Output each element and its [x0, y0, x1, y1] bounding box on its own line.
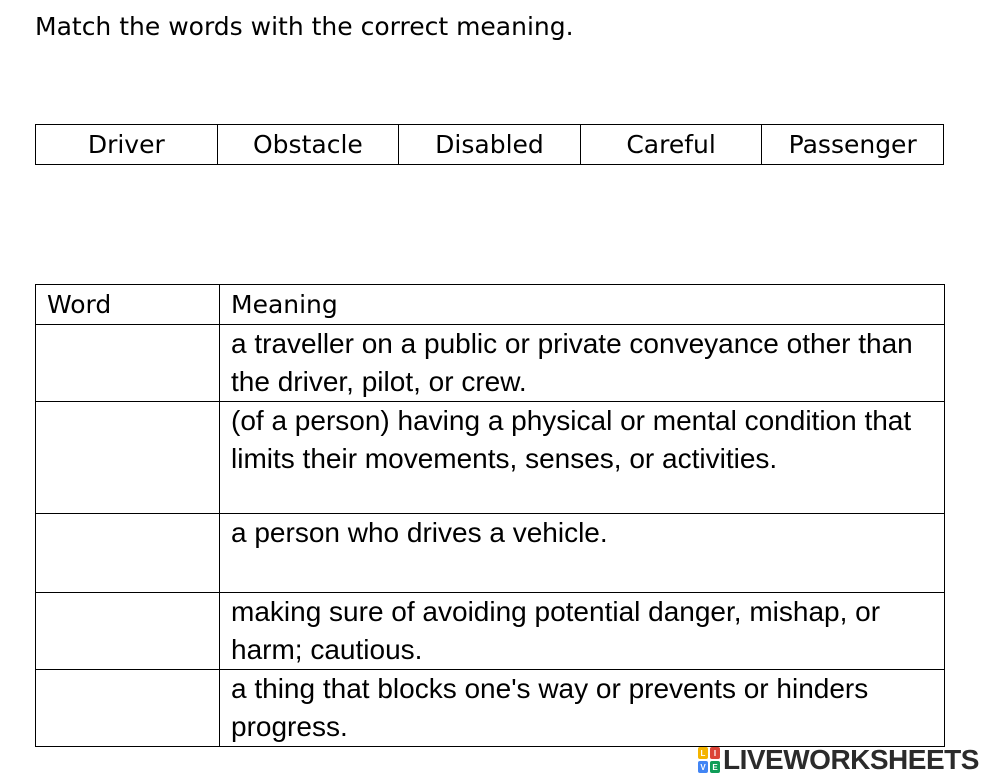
word-bank-table: [35, 124, 944, 165]
meaning-cell: a person who drives a vehicle.: [220, 514, 945, 593]
svg-text:I: I: [713, 749, 717, 758]
instruction-text: Match the words with the correct meaning.: [35, 12, 574, 41]
meaning-cell: making sure of avoiding potential danger, mishap, or harm; cautious.: [220, 593, 945, 670]
word-answer-cell[interactable]: [36, 514, 220, 593]
meaning-cell: a thing that blocks one's way or prevents or hinders progress.: [220, 670, 945, 747]
meaning-cell: (of a person) having a physical or mental condition that limits their movements, senses, or activities.: [220, 402, 945, 514]
svg-text:E: E: [712, 763, 718, 772]
word-column-header: Word: [36, 285, 220, 325]
word-bank-item[interactable]: Obstacle: [217, 125, 399, 165]
word-bank-item[interactable]: Disabled: [399, 125, 581, 165]
liveworksheets-brand-text: LIVEWORKSHEETS: [723, 744, 979, 775]
word-bank-item[interactable]: Driver: [36, 125, 218, 165]
word-bank-row: [36, 125, 944, 165]
table-row: [36, 593, 945, 670]
word-answer-slot[interactable]: [36, 593, 219, 669]
word-answer-slot[interactable]: [36, 325, 219, 401]
word-answer-cell[interactable]: [36, 593, 220, 670]
meaning-cell: a traveller on a public or private conveyance other than the driver, pilot, or crew.: [220, 325, 945, 402]
word-answer-cell[interactable]: [36, 325, 220, 402]
table-row: [36, 325, 945, 402]
matching-header-row: [36, 285, 945, 325]
table-row: [36, 402, 945, 514]
table-row: [36, 670, 945, 747]
word-answer-slot[interactable]: [36, 514, 219, 592]
meaning-column-header: Meaning: [220, 285, 945, 325]
svg-text:L: L: [700, 749, 706, 758]
word-answer-slot[interactable]: [36, 670, 219, 746]
word-answer-cell[interactable]: [36, 670, 220, 747]
word-bank-item[interactable]: Passenger: [762, 125, 944, 165]
table-row: [36, 514, 945, 593]
word-bank-item[interactable]: Careful: [580, 125, 762, 165]
liveworksheets-brand: [698, 744, 979, 776]
svg-text:V: V: [700, 763, 706, 772]
word-answer-cell[interactable]: [36, 402, 220, 514]
word-answer-slot[interactable]: [36, 402, 219, 513]
liveworksheets-logo-icon: [698, 747, 720, 773]
matching-table: [35, 284, 945, 747]
